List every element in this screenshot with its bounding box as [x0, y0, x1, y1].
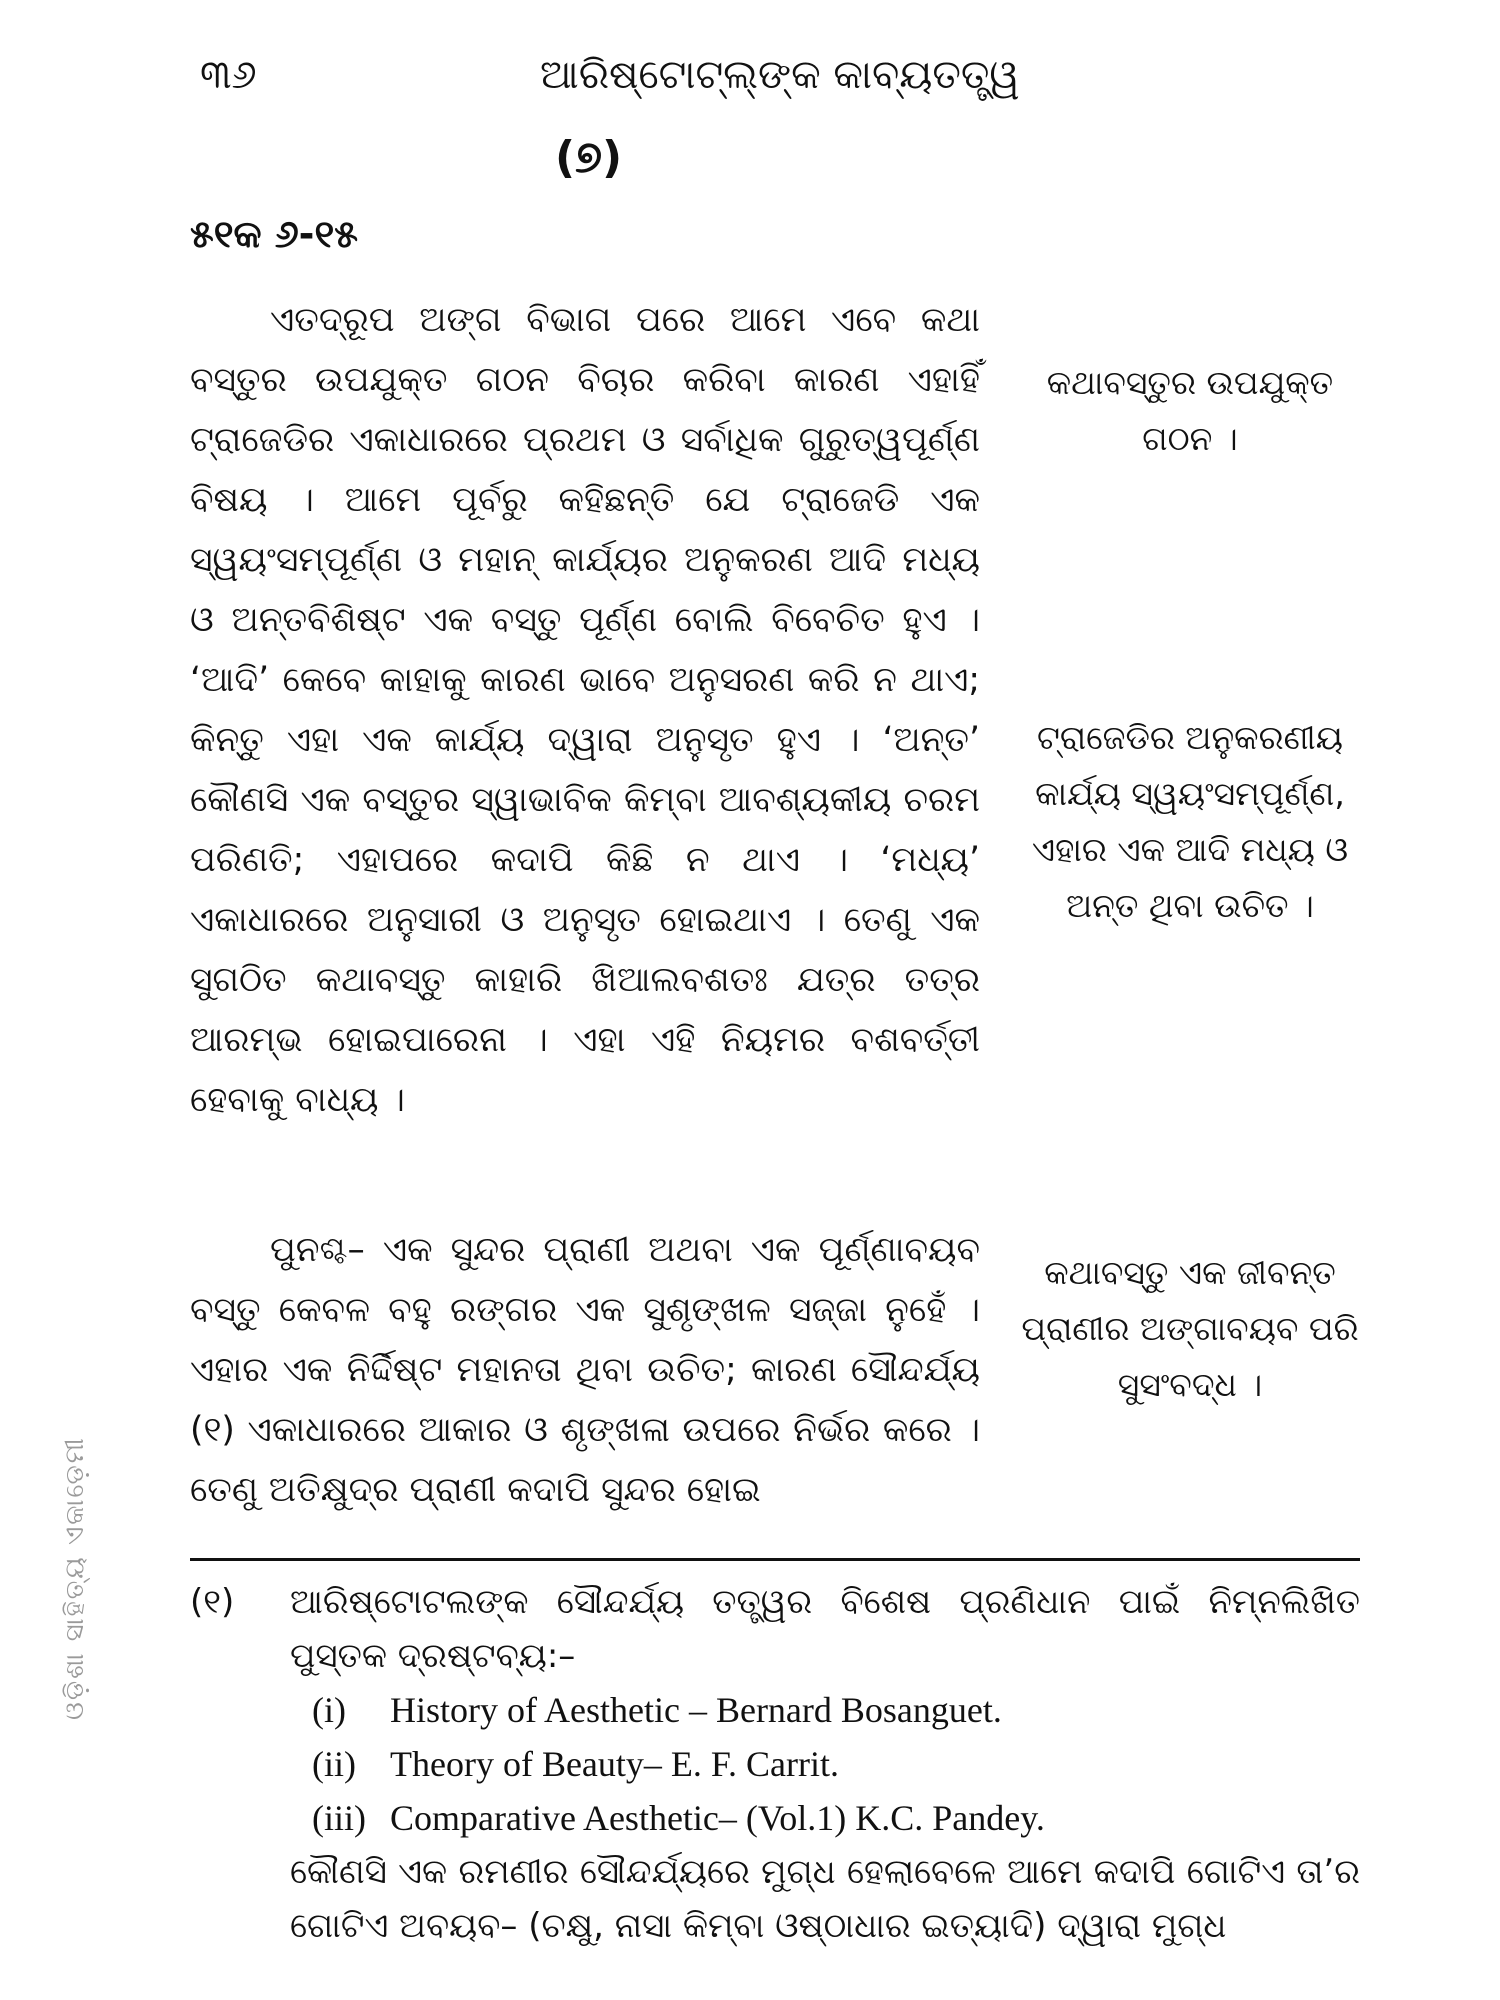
- footnote-divider: [190, 1558, 1360, 1561]
- main-text-block-1: [190, 290, 980, 1130]
- reference-text: Comparative Aesthetic– (Vol.1) K.C. Pandey.: [390, 1798, 1045, 1838]
- reference-number: (i): [312, 1690, 346, 1730]
- reference-item: [312, 1737, 1045, 1791]
- footnote-intro: ଆରିଷ୍ଟୋଟଲଙ୍କ ସୌନ୍ଦର୍ଯ୍ୟ ତତ୍ତ୍ୱର ବିଶେଷ ପ୍ରଣିଧାନ ପାଇଁ ନିମ୍ନଲିଖିତ ପୁସ୍ତକ ଦ୍ରଷ୍ଟବ୍ୟ:–: [290, 1582, 1360, 1676]
- paragraph-2: ପୁନଶ୍ଚ– ଏକ ସୁନ୍ଦର ପ୍ରାଣୀ ଅଥବା ଏକ ପୂର୍ଣ୍ଣାବୟବ ବସ୍ତୁ କେବଳ ବହୁ ରଙ୍ଗର ଏକ ସୁଶୃଙ୍ଖଳ ସଜ୍ଜା ନୁହେଁ । ଏହାର ଏକ ନିର୍ଦ୍ଦିଷ୍ଟ ମହାନତା ଥିବା ଉଚିତ; କାରଣ ସୌନ୍ଦର୍ଯ୍ୟ (୧) ଏକାଧାରରେ ଆକାର ଓ ଶୃଙ୍ଖଳା ଉପରେ ନିର୍ଭର କରେ । ତେଣୁ ଅତିକ୍ଷୁଦ୍ର ପ୍ରାଣୀ କଦାପି ସୁନ୍ଦର ହୋଇ: [190, 1230, 980, 1510]
- footnote-continuation: କୌଣସି ଏକ ରମଣୀର ସୌନ୍ଦର୍ଯ୍ୟରେ ମୁଗ୍ଧ ହେଲାବେଳେ ଆମେ କଦାପି ଗୋଟିଏ ତା’ର ଗୋଟିଏ ଅବୟବ– (ଚକ୍ଷୁ, ନାସା କିମ୍ବା ଓଷ୍ଠାଧାର ଇତ୍ୟାଦି) ଦ୍ୱାରା ମୁଗ୍ଧ: [290, 1852, 1360, 1946]
- publisher-watermark: ଓଡ଼ିଶା ସାହିତ୍ୟ ଏକାଡ଼େମୀ: [60, 1436, 90, 1720]
- marginal-note-3: କଥାବସ୍ତୁ ଏକ ଜୀବନ୍ତ ପ୍ରାଣୀର ଅଙ୍ଗାବୟବ ପରି ସୁସଂବଦ୍ଧ ।: [1021, 1253, 1359, 1404]
- reference-item: [312, 1683, 1045, 1737]
- reference-number: (ii): [312, 1744, 356, 1784]
- page-number: ୩୬: [200, 52, 257, 98]
- footnote-marker: (୧): [190, 1582, 235, 1622]
- running-title: ଆରିଷ୍ଟୋଟ୍‌ଲ୍‌ଙ୍କ କାବ୍ୟତତ୍ତ୍ୱ: [540, 52, 1020, 98]
- reference-list: [312, 1683, 1045, 1845]
- reference-text: History of Aesthetic – Bernard Bosanguet.: [390, 1690, 1002, 1730]
- marginal-note-1: କଥାବସ୍ତୁର ଉପଯୁକ୍ତ ଗଠନ ।: [1046, 363, 1334, 458]
- reference-text: Theory of Beauty– E. F. Carrit.: [390, 1744, 840, 1784]
- marginal-note-2: ଟ୍ରାଜେଡିର ଅନୁକରଣୀୟ କାର୍ଯ୍ୟ ସ୍ୱୟଂସମ୍ପୂର୍ଣ୍ଣ, ଏହାର ଏକ ଆଦି ମଧ୍ୟ ଓ ଅନ୍ତ ଥିବା ଉଚିତ ।: [1031, 718, 1349, 925]
- section-number: (୭): [555, 132, 623, 183]
- main-text-block-2: [190, 1220, 980, 1520]
- section-reference: ୫୧କ ୬-୧୫: [190, 212, 358, 256]
- paragraph-1: ଏତଦ୍ରୂପ ଅଙ୍ଗ ବିଭାଗ ପରେ ଆମେ ଏବେ କଥା ବସ୍ତୁର ଉପଯୁକ୍ତ ଗଠନ ବିଚାର କରିବା କାରଣ ଏହାହିଁ ଟ୍ରାଜେଡିର ଏକାଧାରରେ ପ୍ରଥମ ଓ ସର୍ବାଧିକ ଗୁରୁତ୍ୱପୂର୍ଣ୍ଣ ବିଷୟ । ଆମେ ପୂର୍ବରୁ କହିଛନ୍ତି ଯେ ଟ୍ରାଜେଡି ଏକ ସ୍ୱୟଂସମ୍ପୂର୍ଣ୍ଣ ଓ ମହାନ୍ କାର୍ଯ୍ୟର ଅନୁକରଣ ଆଦି ମଧ୍ୟ ଓ ଅନ୍ତବିଶିଷ୍ଟ ଏକ ବସ୍ତୁ ପୂର୍ଣ୍ଣ ବୋଲି ବିବେଚିତ ହୁଏ । ‘ଆଦି’ କେବେ କାହାକୁ କାରଣ ଭାବେ ଅନୁସରଣ କରି ନ ଥାଏ; କିନ୍ତୁ ଏହା ଏକ କାର୍ଯ୍ୟ ଦ୍ୱାରା ଅନୁସୃତ ହୁଏ । ‘ଅନ୍ତ’ କୌଣସି ଏକ ବସ୍ତୁର ସ୍ୱାଭାବିକ କିମ୍ବା ଆବଶ୍ୟକୀୟ ଚରମ ପରିଣତି; ଏହାପରେ କଦାପି କିଛି ନ ଥାଏ । ‘ମଧ୍ୟ’ ଏକାଧାରରେ ଅନୁସାରୀ ଓ ଅନୁସୃତ ହୋଇଥାଏ । ତେଣୁ ଏକ ସୁଗଠିତ କଥାବସ୍ତୁ କାହାରି ଖିଆଲବଶତଃ ଯତ୍ର ତତ୍ର ଆରମ୍ଭ ହୋଇପାରେନା । ଏହା ଏହି ନିୟମର ବଶବର୍ତ୍ତୀ ହେବାକୁ ବାଧ୍ୟ ।: [190, 300, 980, 1120]
- page-header: [200, 52, 1350, 112]
- reference-item: [312, 1791, 1045, 1845]
- reference-number: (iii): [312, 1798, 366, 1838]
